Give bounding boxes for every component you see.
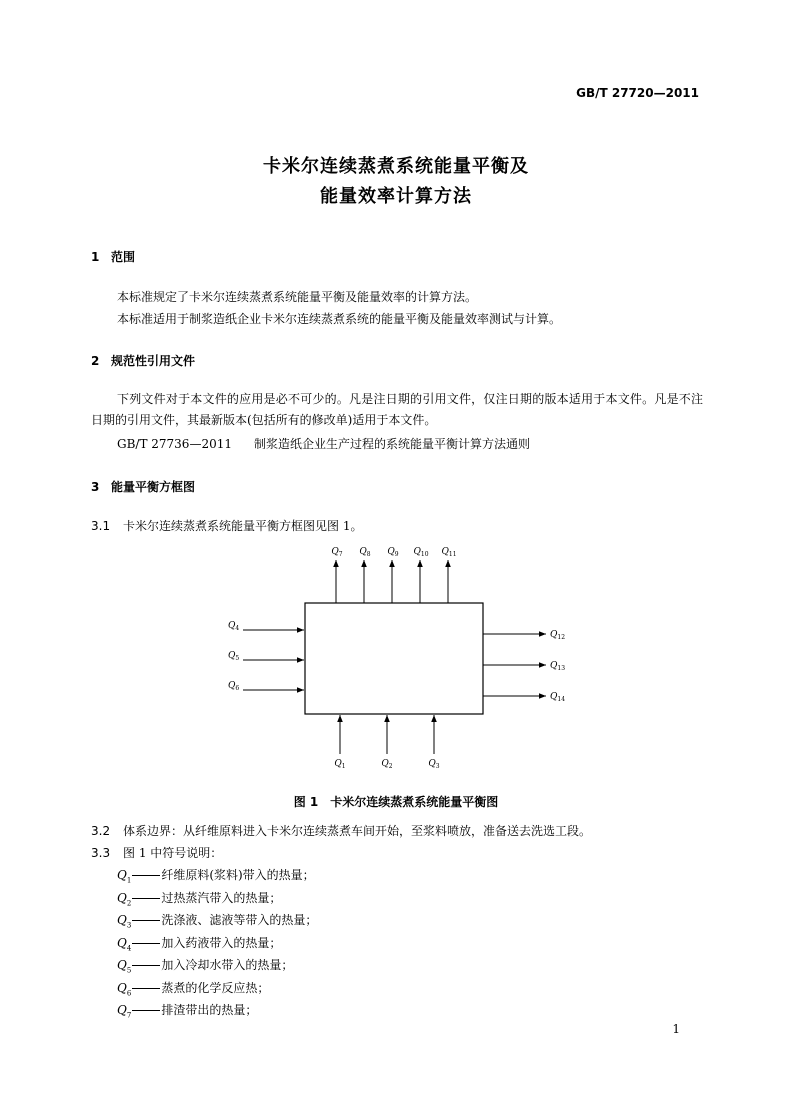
clause-number: 3.2 xyxy=(91,824,111,838)
label-q13: $Q_{13}$ xyxy=(550,661,566,672)
symbol-letter: Q xyxy=(117,913,127,927)
label-q7: $Q_7$ xyxy=(331,547,343,558)
label-q4: $Q_4$ xyxy=(228,621,240,632)
reference-code: GB/T 27736—2011 xyxy=(117,437,232,451)
label-q12: $Q_{12}$ xyxy=(550,630,566,641)
clause-3-1 xyxy=(91,517,362,534)
symbol-item xyxy=(117,979,269,997)
section-title: 规范性引用文件 xyxy=(111,354,196,368)
label-q11: $Q_{11}$ xyxy=(441,547,457,558)
symbol-description: 纤维原料(浆料)带入的热量； xyxy=(161,868,315,882)
symbol-item xyxy=(117,889,281,907)
label-q6: $Q_6$ xyxy=(228,681,240,692)
em-dash-rule xyxy=(132,988,160,989)
label-q2: $Q_2$ xyxy=(381,759,393,770)
section-title: 范围 xyxy=(111,250,136,264)
clause-3-3 xyxy=(91,844,222,861)
symbol-subscript: 5 xyxy=(126,966,132,975)
section-2-heading xyxy=(91,352,195,369)
energy-balance-diagram xyxy=(0,540,792,780)
section-2-paragraph: 下列文件对于本文件的应用是必不可少的。凡是注日期的引用文件，仅注日期的版本适用于本文件。凡是不注日期的引用文件，其最新版本(包括所有的修改单)适用于本文件。 xyxy=(91,392,703,427)
em-dash-rule xyxy=(132,920,160,921)
clause-text: 体系边界：从纤维原料进入卡米尔连续蒸煮车间开始，至浆料喷放，准备送去洗选工段。 xyxy=(123,824,592,838)
clause-text: 图 1 中符号说明： xyxy=(123,846,223,860)
symbol-description: 加入冷却水带入的热量； xyxy=(161,958,294,972)
clause-number: 3.1 xyxy=(91,519,111,533)
symbol-letter: Q xyxy=(117,958,127,972)
document-title-line1: 卡米尔连续蒸煮系统能量平衡及 xyxy=(263,156,529,177)
document-title-line2: 能量效率计算方法 xyxy=(320,186,472,207)
em-dash-rule xyxy=(132,943,160,944)
section-number: 1 xyxy=(91,250,100,264)
em-dash-rule xyxy=(132,1010,160,1011)
symbol-subscript: 2 xyxy=(126,898,132,907)
section-number: 3 xyxy=(91,480,100,494)
system-boundary-box xyxy=(305,603,483,714)
symbol-subscript: 6 xyxy=(126,988,132,997)
em-dash-rule xyxy=(132,875,160,876)
section-2-body xyxy=(91,389,703,431)
symbol-letter: Q xyxy=(117,868,127,882)
symbol-item xyxy=(117,956,293,974)
symbol-item xyxy=(117,1001,257,1019)
symbol-description: 过热蒸汽带入的热量； xyxy=(161,890,282,905)
section-title: 能量平衡方框图 xyxy=(111,480,196,494)
section-number: 2 xyxy=(91,354,100,368)
figure-caption: 图 1 卡米尔连续蒸煮系统能量平衡图 xyxy=(293,795,499,809)
section-1-paragraph-2: 本标准适用于制浆造纸企业卡米尔连续蒸煮系统的能量平衡及能量效率测试与计算。 xyxy=(117,312,562,326)
normative-reference xyxy=(117,434,530,454)
section-1-paragraph-1: 本标准规定了卡米尔连续蒸煮系统能量平衡及能量效率的计算方法。 xyxy=(117,290,478,304)
symbol-description: 加入药液带入的热量； xyxy=(161,935,282,950)
label-q3: $Q_3$ xyxy=(428,759,440,770)
symbol-subscript: 7 xyxy=(126,1011,132,1020)
symbol-description: 蒸煮的化学反应热； xyxy=(161,980,270,995)
symbol-letter: Q xyxy=(117,1003,127,1017)
symbol-subscript: 1 xyxy=(126,876,132,885)
standard-number: GB/T 27720—2011 xyxy=(576,86,699,100)
symbol-letter: Q xyxy=(117,890,127,905)
symbol-item xyxy=(117,934,281,952)
label-q14: $Q_{14}$ xyxy=(550,692,566,703)
clause-3-2 xyxy=(91,822,591,839)
section-3-heading xyxy=(91,478,195,495)
label-q9: $Q_9$ xyxy=(387,547,399,558)
symbol-letter: Q xyxy=(117,935,127,950)
symbol-description: 洗涤液、滤液等带入的热量； xyxy=(161,913,318,927)
reference-title: 制浆造纸企业生产过程的系统能量平衡计算方法通则 xyxy=(253,437,530,451)
em-dash-rule xyxy=(132,898,160,899)
clause-number: 3.3 xyxy=(91,846,111,860)
page-number: 1 xyxy=(672,1022,680,1036)
em-dash-rule xyxy=(132,965,160,966)
label-q1: $Q_1$ xyxy=(334,759,346,770)
label-q10: $Q_{10}$ xyxy=(413,547,429,558)
clause-text: 卡米尔连续蒸煮系统能量平衡方框图见图 1。 xyxy=(123,519,363,533)
label-q5: $Q_5$ xyxy=(228,651,240,662)
symbol-subscript: 3 xyxy=(126,921,132,930)
symbol-item xyxy=(117,866,315,884)
symbol-description: 排渣带出的热量； xyxy=(161,1003,258,1017)
symbol-item xyxy=(117,911,317,929)
section-1-heading xyxy=(91,248,135,265)
symbol-subscript: 4 xyxy=(126,943,132,952)
label-q8: $Q_8$ xyxy=(359,547,371,558)
symbol-letter: Q xyxy=(117,980,127,995)
